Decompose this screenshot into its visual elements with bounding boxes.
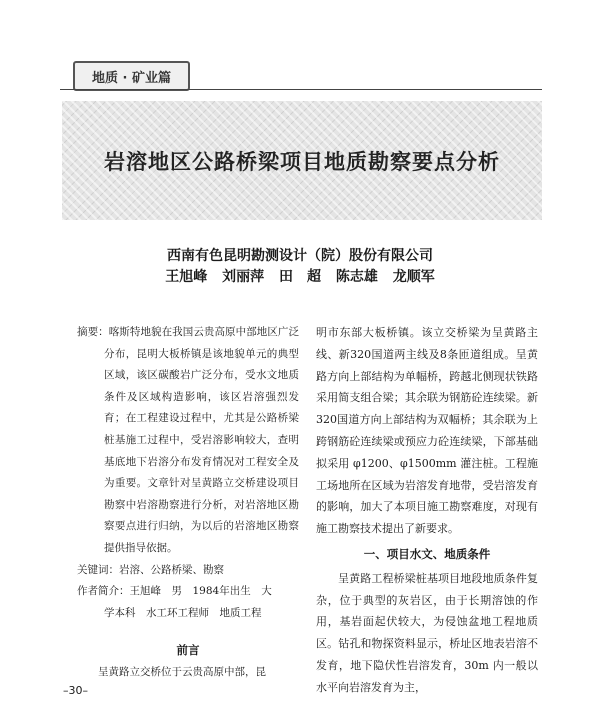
affiliation: 西南有色昆明勘测设计（院）股份有限公司 (167, 248, 433, 264)
author-bio (77, 581, 299, 624)
section-tag (73, 61, 190, 91)
article-title: 岩溶地区公路桥梁项目地质勘察要点分析 (104, 149, 500, 174)
preface-text: 呈黄路立交桥位于云贵高原中部，昆 (98, 665, 266, 678)
section-heading: 一、项目水文、地质条件 (363, 546, 491, 561)
author-list (0, 266, 600, 286)
section-tag-label: 地质 · 矿业篇 (92, 70, 171, 86)
abstract (77, 322, 299, 560)
author-bio-label: 作者简介： (77, 585, 130, 598)
author-name: 陈志雄 (335, 269, 378, 285)
page-number: –30– (63, 684, 88, 697)
body-paragraph: 呈黄路工程桥梁桩基项目地段地质条件复杂，位于典型的灰岩区，由于长期溶蚀的作用，基岩面起伏较大，为侵蚀盆地工程地质区。钻孔和物探资料显示，桥址区地表岩溶不发育，地下隐伏性岩溶发育，30m 内一般以水平向岩溶发育为主， (316, 571, 538, 694)
author-name: 田 超 (279, 269, 321, 285)
abstract-text: 喀斯特地貌在我国云贵高原中部地区广泛分布，昆明大板桥镇是该地貌单元的典型区域，该区碳酸岩广泛分布，受水文地质条件及区域构造影响，该区岩溶强烈发育；在工程建设过程中，尤其是公路桥梁桩基施工过程中，受岩溶影响较大，查明基底地下岩溶分布发育情况对工程安全及为重要。文章针对呈黄路立交桥建设项目勘察中岩溶勘察进行分析，对岩溶地区勘察要点进行归纳，为以后的岩溶地区勘察提供指导依据。 (104, 326, 300, 554)
keywords-label: 关键词： (77, 563, 119, 576)
author-bio-line1: 王旭峰 男 1984年出生 大 (129, 585, 272, 598)
keywords-text: 岩溶、公路桥梁、勘察 (119, 563, 224, 576)
keywords (77, 560, 299, 582)
right-column (316, 322, 538, 699)
left-column (77, 322, 299, 684)
header-rule (60, 89, 542, 90)
body-paragraph: 明市东部大板桥镇。该立交桥梁为呈黄路主线、新320国道两主线及8条匝道组成。呈黄路方向上部结构为单幅桥，跨越北侧现状铁路采用简支组合梁；其余联为钢筋砼连续梁。新320国道方向上部结构为双幅桥；其余联为上跨钢筋砼连续梁或预应力砼连续梁，下部基础拟采用 φ1200、φ1500mm 灌注桩。工程施工场地所在区域为岩溶发育地带，受岩溶发育的影响，加大了本项目施工勘察难度，对现有施工勘察技术提出了新要求。 (316, 326, 538, 536)
author-name: 王旭峰 (165, 269, 208, 285)
preface-heading: 前言 (176, 643, 200, 658)
abstract-label: 摘要： (77, 326, 109, 338)
author-name: 龙顺军 (392, 269, 435, 285)
author-bio-line2: 学本科 水工环工程师 地质工程 (104, 606, 262, 619)
author-name: 刘丽萍 (222, 269, 265, 285)
title-banner (62, 101, 542, 220)
